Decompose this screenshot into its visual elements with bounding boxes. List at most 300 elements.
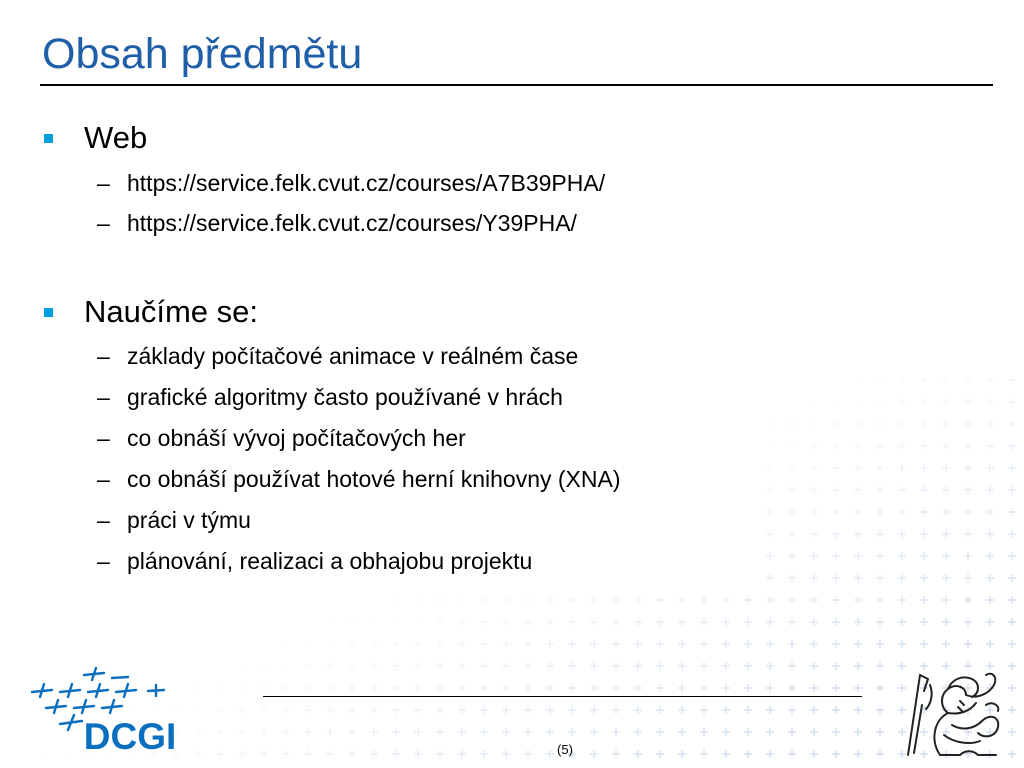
background-cross [370, 728, 378, 736]
background-cross [480, 750, 488, 758]
background-cross [1008, 640, 1016, 648]
background-cross [832, 596, 840, 604]
background-cross [810, 596, 818, 604]
background-cross [326, 706, 334, 714]
sub-item [97, 382, 563, 412]
background-cross [920, 442, 928, 450]
background-cross [876, 728, 884, 736]
background-cross [876, 640, 884, 648]
background-cross [524, 640, 532, 648]
background-cross [392, 684, 400, 692]
background-cross [942, 464, 950, 472]
background-cross [370, 750, 378, 758]
background-cross [1008, 530, 1016, 538]
background-cross [436, 750, 444, 758]
background-cross [524, 706, 532, 714]
background-cross [810, 420, 818, 428]
background-cross [832, 398, 840, 406]
background-cross [370, 684, 378, 692]
background-cross [766, 640, 774, 648]
background-cross [546, 728, 554, 736]
background-cross [370, 596, 378, 604]
background-cross [898, 552, 906, 560]
background-cross [744, 750, 752, 758]
background-cross [590, 706, 598, 714]
background-cross [700, 728, 708, 736]
background-cross [546, 618, 554, 626]
background-cross [920, 574, 928, 582]
background-cross [634, 728, 642, 736]
background-cross [722, 706, 730, 714]
background-cross [414, 750, 422, 758]
background-cross [326, 684, 334, 692]
background-cross [436, 684, 444, 692]
background-cross [546, 706, 554, 714]
background-cross [348, 618, 356, 626]
background-cross [744, 596, 752, 604]
background-cross [810, 508, 818, 516]
background-cross [986, 398, 994, 406]
background-cross [810, 618, 818, 626]
background-cross [700, 618, 708, 626]
background-cross [810, 750, 818, 758]
background-cross [876, 420, 884, 428]
bullet-square-icon [44, 134, 53, 143]
background-cross [546, 662, 554, 670]
background-cross [436, 662, 444, 670]
background-cross [898, 508, 906, 516]
background-cross [986, 376, 994, 384]
dash-icon: – [97, 210, 110, 236]
background-cross [810, 662, 818, 670]
background-cross [546, 684, 554, 692]
background-cross [832, 552, 840, 560]
background-cross [788, 706, 796, 714]
background-cross [458, 662, 466, 670]
background-cross [722, 596, 730, 604]
background-cross [568, 618, 576, 626]
background-cross [304, 750, 312, 758]
background-cross [876, 662, 884, 670]
bullet-heading: Naučíme se: [84, 294, 259, 329]
background-cross [832, 640, 840, 648]
background-cross [502, 618, 510, 626]
background-cross [964, 464, 972, 472]
czech-lion-emblem-icon [900, 665, 1010, 760]
background-cross [326, 618, 334, 626]
background-cross [590, 684, 598, 692]
background-cross [348, 640, 356, 648]
background-cross [612, 750, 620, 758]
background-cross [920, 508, 928, 516]
background-cross [392, 750, 400, 758]
background-cross [480, 618, 488, 626]
background-cross [788, 684, 796, 692]
background-cross [722, 662, 730, 670]
background-cross [920, 398, 928, 406]
background-cross [986, 508, 994, 516]
background-cross [810, 442, 818, 450]
background-cross [854, 684, 862, 692]
background-cross [832, 750, 840, 758]
background-cross [832, 574, 840, 582]
background-cross [744, 706, 752, 714]
sub-item [97, 464, 621, 494]
title-divider [40, 84, 993, 86]
bullet-web [44, 118, 147, 158]
background-cross [986, 530, 994, 538]
background-cross [854, 750, 862, 758]
background-cross [986, 442, 994, 450]
background-cross [942, 574, 950, 582]
background-cross [348, 662, 356, 670]
background-cross [590, 662, 598, 670]
background-cross [524, 618, 532, 626]
background-cross [414, 618, 422, 626]
background-cross [766, 596, 774, 604]
background-cross [590, 618, 598, 626]
background-cross [656, 684, 664, 692]
background-cross [986, 486, 994, 494]
background-cross [898, 596, 906, 604]
sub-item-text: plánování, realizaci a obhajobu projektu [127, 548, 533, 574]
background-cross [832, 420, 840, 428]
dash-icon: – [97, 170, 110, 196]
background-cross [810, 706, 818, 714]
background-cross [370, 662, 378, 670]
bullet-square-icon [44, 308, 53, 317]
background-cross [744, 728, 752, 736]
background-cross [876, 750, 884, 758]
background-cross [810, 464, 818, 472]
background-cross [854, 728, 862, 736]
background-cross [876, 486, 884, 494]
background-cross [634, 618, 642, 626]
background-cross [942, 530, 950, 538]
background-cross [920, 618, 928, 626]
background-cross [854, 508, 862, 516]
background-cross [964, 376, 972, 384]
background-cross [678, 618, 686, 626]
background-cross [656, 618, 664, 626]
background-cross [700, 640, 708, 648]
background-cross [832, 508, 840, 516]
background-cross [766, 574, 774, 582]
background-cross [986, 464, 994, 472]
background-cross [370, 618, 378, 626]
background-cross [854, 398, 862, 406]
background-cross [964, 640, 972, 648]
background-cross [964, 618, 972, 626]
slide-title: Obsah předmětu [42, 30, 363, 78]
sub-item [97, 423, 466, 453]
background-cross [502, 640, 510, 648]
bullet-heading: Web [84, 120, 148, 155]
background-cross [458, 684, 466, 692]
background-cross [788, 618, 796, 626]
background-cross [282, 750, 290, 758]
background-cross [700, 706, 708, 714]
background-cross [700, 684, 708, 692]
background-cross [854, 596, 862, 604]
background-cross [766, 508, 774, 516]
background-cross [282, 662, 290, 670]
background-cross [854, 530, 862, 538]
background-cross [634, 750, 642, 758]
background-cross [568, 728, 576, 736]
background-cross [480, 728, 488, 736]
background-cross [326, 750, 334, 758]
background-cross [260, 750, 268, 758]
background-cross [964, 596, 972, 604]
background-cross [392, 618, 400, 626]
dash-icon: – [97, 343, 110, 369]
sub-item [97, 546, 532, 576]
background-cross [898, 398, 906, 406]
background-cross [260, 706, 268, 714]
background-cross [590, 640, 598, 648]
background-cross [722, 728, 730, 736]
background-cross [788, 640, 796, 648]
background-cross [986, 596, 994, 604]
background-cross [898, 640, 906, 648]
background-cross [744, 684, 752, 692]
footer-divider [263, 696, 862, 697]
background-cross [788, 420, 796, 428]
background-cross [656, 706, 664, 714]
background-cross [436, 596, 444, 604]
background-cross [524, 596, 532, 604]
background-cross [920, 376, 928, 384]
background-cross [700, 750, 708, 758]
background-cross [502, 662, 510, 670]
background-cross [480, 640, 488, 648]
background-cross [766, 706, 774, 714]
sub-item-text: https://service.felk.cvut.cz/courses/Y39PHA/ [127, 210, 577, 236]
sub-item-text: co obnáší používat hotové herní knihovny (XNA) [127, 466, 621, 492]
background-cross [964, 552, 972, 560]
background-cross [920, 420, 928, 428]
background-cross [392, 596, 400, 604]
background-cross [986, 552, 994, 560]
background-cross [260, 728, 268, 736]
background-cross [348, 750, 356, 758]
background-cross [766, 442, 774, 450]
background-cross [854, 442, 862, 450]
background-cross [458, 640, 466, 648]
background-cross [942, 420, 950, 428]
background-cross [1008, 398, 1016, 406]
background-cross [788, 530, 796, 538]
background-cross [766, 552, 774, 560]
background-cross [392, 640, 400, 648]
background-cross [722, 684, 730, 692]
background-cross [854, 640, 862, 648]
background-cross [898, 486, 906, 494]
background-cross [898, 574, 906, 582]
background-cross [986, 420, 994, 428]
background-cross [304, 706, 312, 714]
background-cross [260, 662, 268, 670]
background-cross [766, 684, 774, 692]
background-cross [876, 530, 884, 538]
background-cross [832, 486, 840, 494]
background-cross [502, 706, 510, 714]
background-cross [678, 596, 686, 604]
background-cross [964, 420, 972, 428]
background-cross [656, 662, 664, 670]
sub-item [97, 505, 251, 535]
background-cross [546, 596, 554, 604]
background-cross [832, 706, 840, 714]
background-cross [414, 662, 422, 670]
background-cross [744, 618, 752, 626]
background-cross [788, 442, 796, 450]
background-cross [260, 684, 268, 692]
background-cross [414, 728, 422, 736]
background-cross [898, 618, 906, 626]
background-cross [810, 640, 818, 648]
background-cross [1008, 376, 1016, 384]
background-cross [832, 442, 840, 450]
background-cross [766, 530, 774, 538]
background-cross [502, 596, 510, 604]
background-cross [502, 684, 510, 692]
background-cross [502, 728, 510, 736]
background-cross [788, 552, 796, 560]
background-cross [722, 618, 730, 626]
background-cross [524, 728, 532, 736]
background-cross [546, 640, 554, 648]
background-cross [854, 706, 862, 714]
background-cross [810, 486, 818, 494]
background-cross [436, 618, 444, 626]
dash-icon: – [97, 548, 110, 574]
background-cross [876, 508, 884, 516]
background-cross [942, 596, 950, 604]
background-cross [876, 552, 884, 560]
background-cross [678, 750, 686, 758]
dash-icon: – [97, 507, 110, 533]
sub-item-text: co obnáší vývoj počítačových her [127, 425, 466, 451]
background-cross [634, 662, 642, 670]
background-cross [920, 530, 928, 538]
background-cross [656, 728, 664, 736]
background-cross [964, 398, 972, 406]
background-cross [876, 618, 884, 626]
background-cross [986, 640, 994, 648]
background-cross [656, 640, 664, 648]
sub-item-text: https://service.felk.cvut.cz/courses/A7B39PHA/ [127, 170, 606, 196]
background-cross [788, 596, 796, 604]
background-cross [1008, 552, 1016, 560]
background-cross [942, 640, 950, 648]
dash-icon: – [97, 425, 110, 451]
dcgi-logo-text: DCGI [83, 716, 177, 755]
background-cross [876, 464, 884, 472]
background-cross [964, 486, 972, 494]
background-cross [282, 684, 290, 692]
bullet-naucime [44, 292, 258, 332]
background-cross [612, 728, 620, 736]
background-cross [898, 464, 906, 472]
background-cross [612, 618, 620, 626]
background-cross [744, 640, 752, 648]
background-cross [634, 640, 642, 648]
background-cross [898, 420, 906, 428]
background-cross [524, 662, 532, 670]
background-cross [348, 706, 356, 714]
background-cross [458, 706, 466, 714]
background-cross [480, 596, 488, 604]
background-cross [964, 508, 972, 516]
background-cross [656, 596, 664, 604]
background-cross [634, 706, 642, 714]
sub-item-text: grafické algoritmy často používané v hrách [127, 384, 563, 410]
background-cross [854, 420, 862, 428]
background-cross [876, 442, 884, 450]
background-cross [788, 750, 796, 758]
background-cross [964, 574, 972, 582]
background-cross [326, 728, 334, 736]
background-cross [854, 618, 862, 626]
background-cross [304, 684, 312, 692]
background-cross [568, 684, 576, 692]
background-cross [304, 662, 312, 670]
background-cross [898, 530, 906, 538]
background-cross [282, 728, 290, 736]
sub-item-text: práci v týmu [127, 507, 251, 533]
background-cross [1008, 508, 1016, 516]
background-cross [304, 640, 312, 648]
background-cross [832, 530, 840, 538]
background-cross [700, 662, 708, 670]
background-cross [458, 618, 466, 626]
background-cross [1008, 464, 1016, 472]
background-cross [436, 640, 444, 648]
dash-icon: – [97, 384, 110, 410]
background-cross [766, 464, 774, 472]
background-cross [854, 464, 862, 472]
background-cross [898, 376, 906, 384]
background-cross [920, 596, 928, 604]
background-cross [436, 706, 444, 714]
background-cross [678, 684, 686, 692]
background-cross [612, 640, 620, 648]
background-cross [414, 596, 422, 604]
background-cross [282, 706, 290, 714]
background-cross [370, 706, 378, 714]
background-cross [854, 662, 862, 670]
background-cross [942, 376, 950, 384]
background-cross [590, 728, 598, 736]
background-cross [568, 662, 576, 670]
background-cross [788, 662, 796, 670]
background-cross [612, 662, 620, 670]
background-cross [678, 662, 686, 670]
background-cross [920, 464, 928, 472]
sub-item [97, 208, 577, 238]
page-number: (5) [557, 742, 573, 757]
background-cross [920, 640, 928, 648]
background-cross [722, 750, 730, 758]
background-cross [832, 464, 840, 472]
background-cross [326, 662, 334, 670]
background-cross [744, 662, 752, 670]
background-cross [810, 728, 818, 736]
background-cross [568, 596, 576, 604]
background-cross [524, 684, 532, 692]
